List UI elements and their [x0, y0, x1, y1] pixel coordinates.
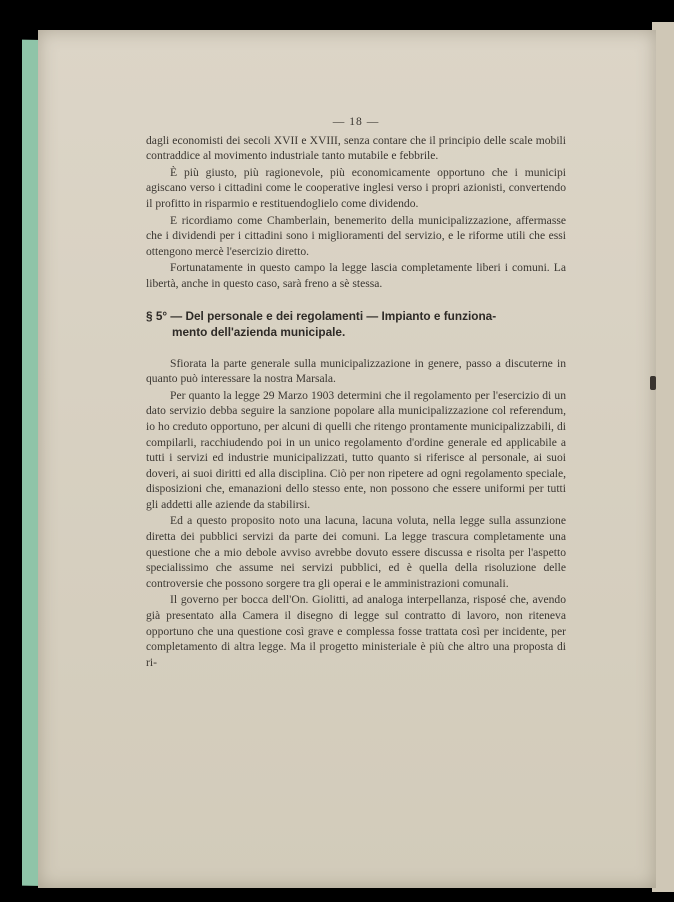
paragraph: Per quanto la legge 29 Marzo 1903 determini che il regolamento per l'esercizio di un dato servizio debba seguire la sanzione popolare alla municipalizzazione col referendum, io ho creduto opportuno, per alcuni di quelli che ritengo prontamente municipalizzabili, di compilarli, racchiudendo poi in un unico regolamento d'ordine generale ed applicabile a tutti i servizi ed industrie municipalizzati, tutto quanto si riferisce al personale, ai suoi doveri, ai suoi diritti ed alla disciplina. Ciò per non ripetere ad ogni regolamento speciale, disposizioni che, emanazioni dello stesso ente, non possono che essere uniformi per tutti gli addetti alle aziende da stabilirsi.: [146, 388, 566, 511]
paragraph: dagli economisti dei secoli XVII e XVIII, senza contare che il principio delle scale mobili contraddice al movimento industriale tanto mutabile e febbrile.: [146, 133, 566, 163]
margin-tab-mark: [650, 376, 656, 390]
section-heading-line-1: § 5° — Del personale e dei regolamenti — Impianto e funziona-: [146, 308, 497, 323]
paragraph: Ed a questo proposito noto una lacuna, lacuna voluta, nella legge sulla assunzione diretta dei pubblici servizi da parte dei comuni. La legge trascura completamente una questione che a mio debole avviso avrebbe dovuto essere discussa e risolta per l'aspetto specialissimo che assume nei servizi pubblici, ed è quella della risoluzione delle controversie che possono sorgere tra gli operai e le amministrazioni comunali.: [146, 514, 566, 590]
paragraph: E ricordiamo come Chamberlain, benemerito della municipalizzazione, affermasse che i dividendi per i cittadini sono i miglioramenti del servizio, e le riforme utili che essi ottengono mercè l'esercizio diretto.: [146, 213, 566, 258]
page-text: [146, 114, 566, 671]
section-heading: [146, 308, 566, 340]
paragraph: Il governo per bocca dell'On. Giolitti, ad analoga interpellanza, risposé che, avendo già presentato alla Camera il disegno di legge sul contratto di lavoro, non riteneva opportuno che una questione così grave e complessa fosse trattata così per incidente, per completamento di altra legge. Ma il progetto ministeriale è più che altro una proposta di ri-: [146, 593, 566, 669]
section-heading-line-2: mento dell'azienda municipale.: [172, 324, 346, 339]
paragraph: È più giusto, più ragionevole, più economicamente opportuno che i municipi agiscano verso i cittadini come le cooperative inglesi verso i propri azionisti, convertendo il profitto in risparmio e restituendoglielo come dividendo.: [146, 165, 566, 210]
paragraph: Fortunatamente in questo campo la legge lascia completamente liberi i comuni. La libertà, anche in questo caso, sarà freno a sè stessa.: [146, 261, 566, 290]
page-number: — 18 —: [332, 115, 380, 128]
paragraph: Sfiorata la parte generale sulla municipalizzazione in genere, passo a discuterne in quanto può interessare la nostra Marsala.: [146, 356, 566, 386]
